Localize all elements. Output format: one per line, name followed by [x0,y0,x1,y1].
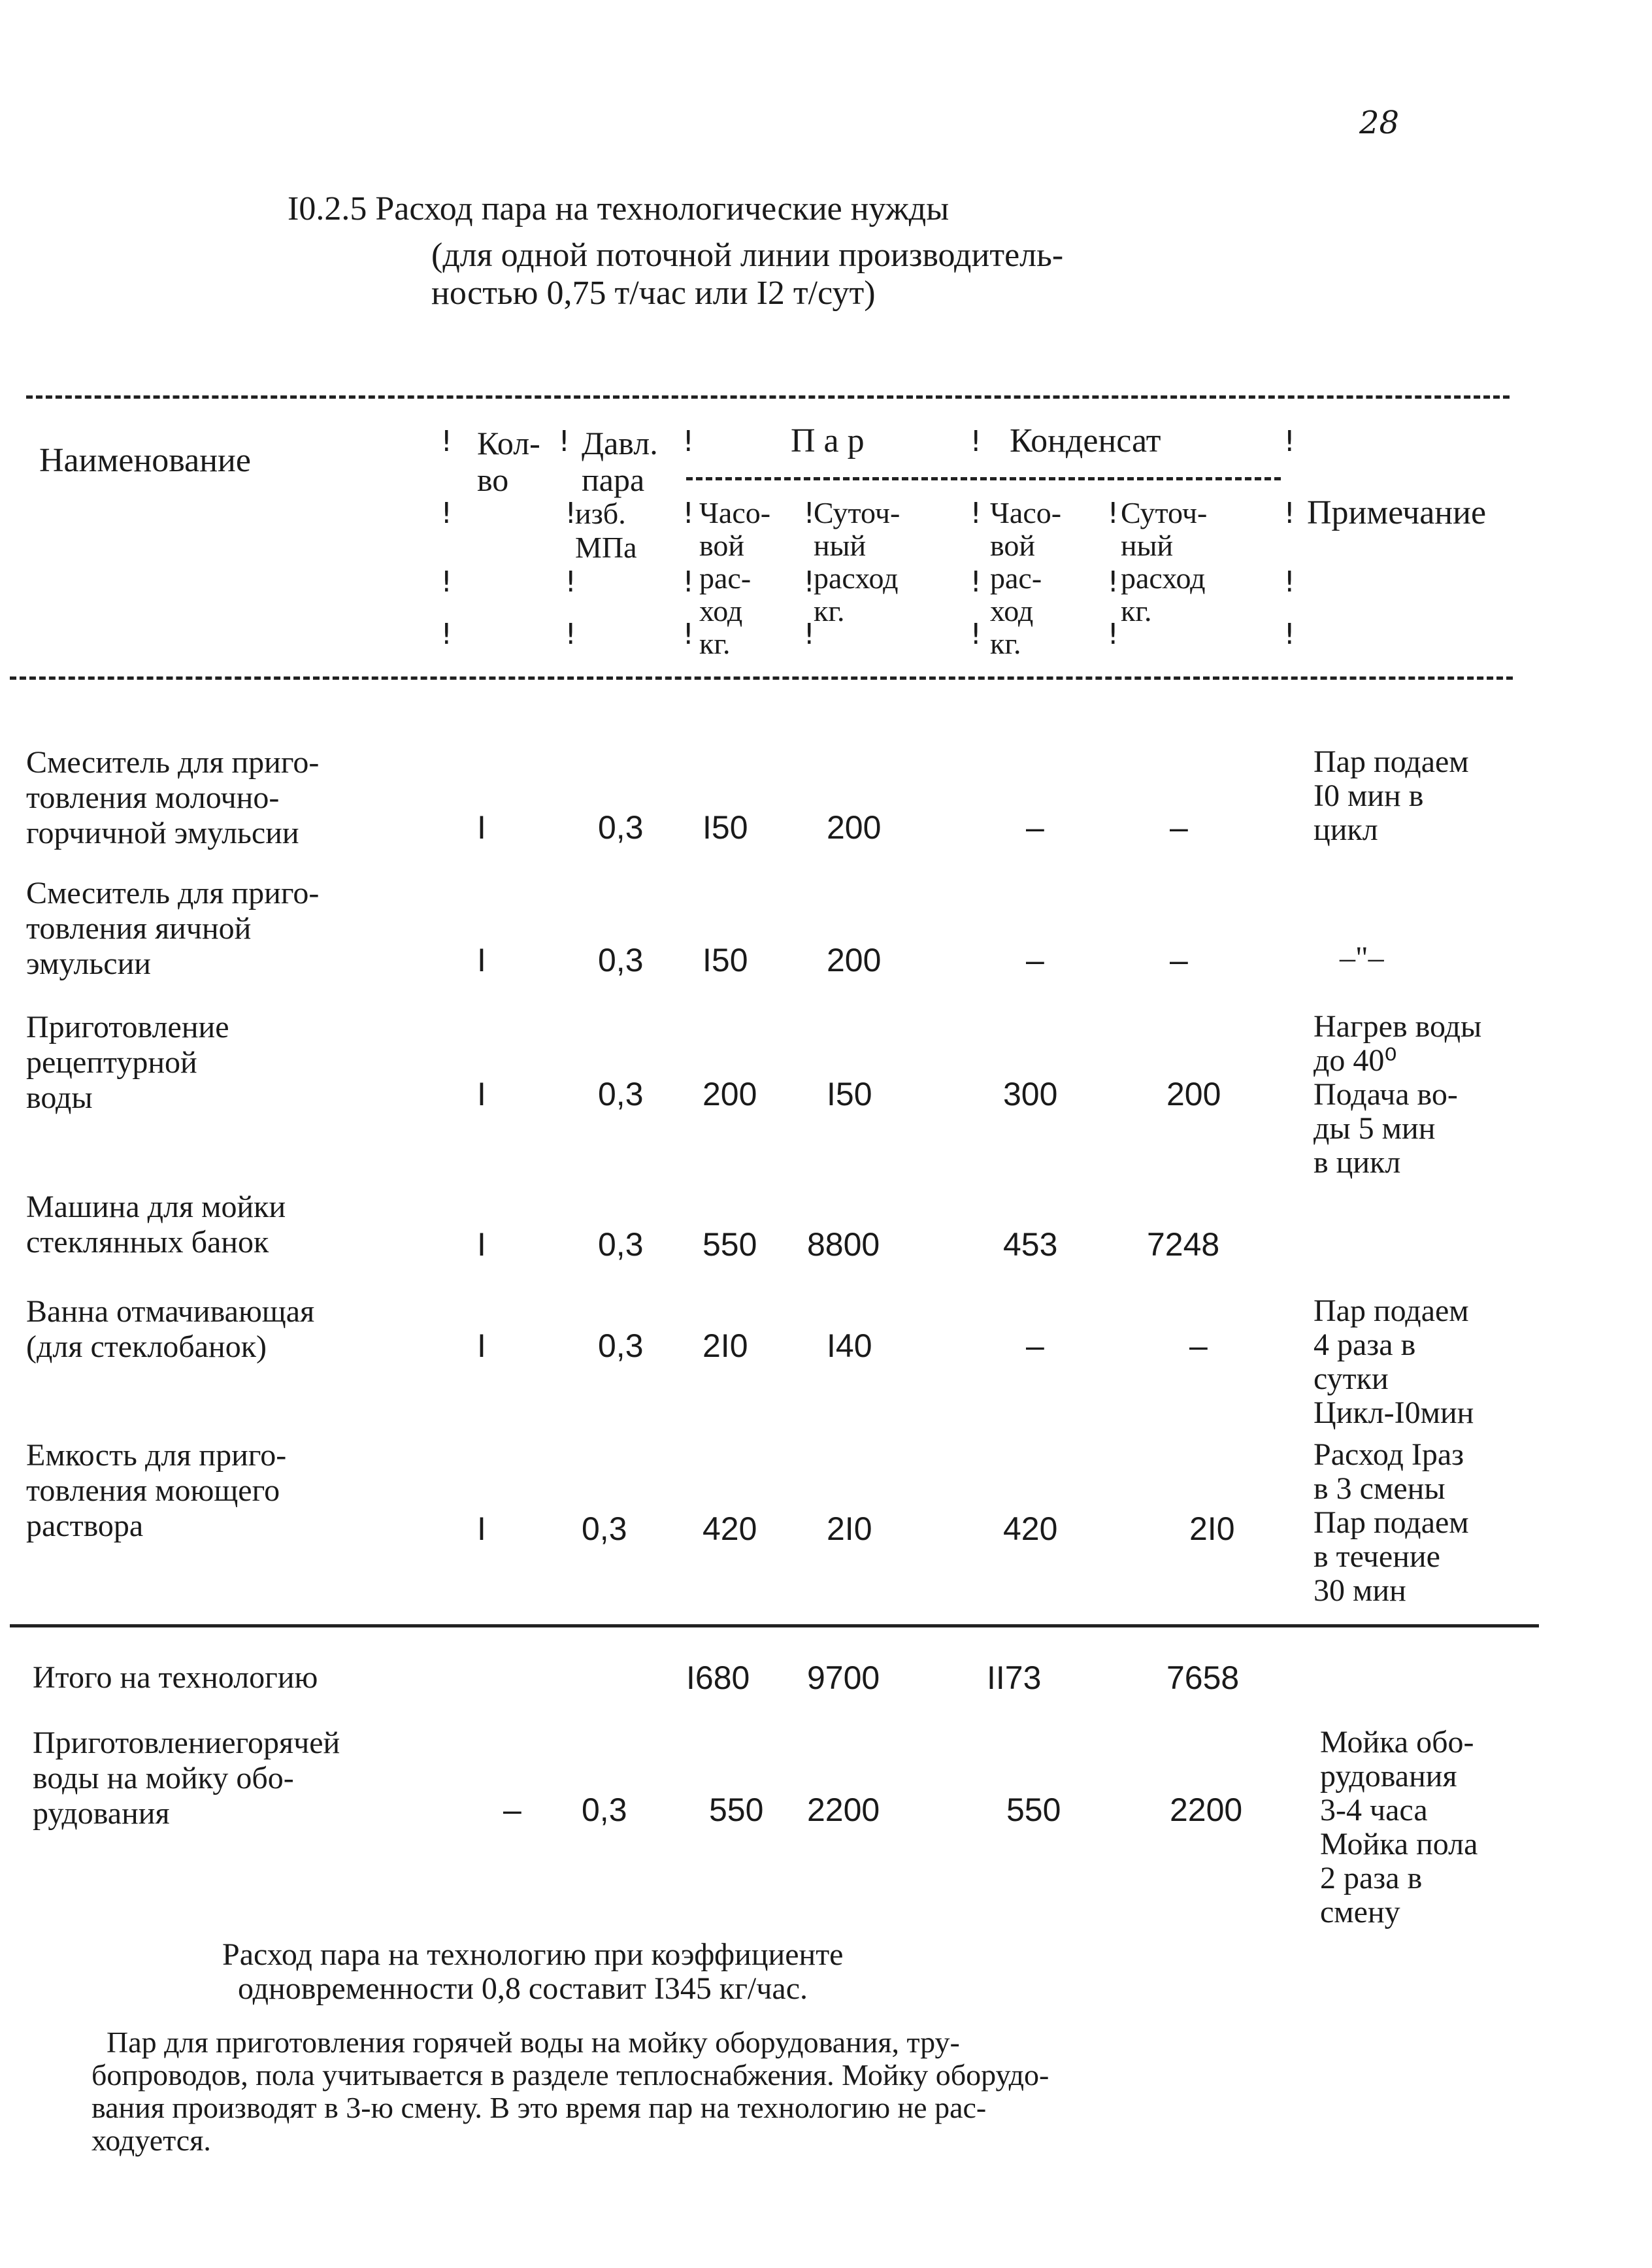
total-divider [10,1624,1539,1627]
row-note: –"– [1340,941,1384,975]
header-separator: ! [967,618,985,651]
row-cond-daily: – [1170,809,1188,846]
header-separator: ! [801,618,818,651]
col-header-steam-hourly: Часо- вой рас- ход кг. [699,496,771,660]
row-qty: I [477,942,486,978]
row-steam-hourly: 2I0 [702,1327,748,1364]
col-header-condensate: Конденсат [1010,422,1161,459]
footnote-coefficient: Расход пара на технологию при коэффициенте одновременности 0,8 составит I345 кг/час. [222,1937,844,2006]
total-steam-hourly: I680 [686,1659,750,1696]
header-separator: ! [680,618,697,651]
row-qty: I [477,1226,486,1263]
row-cond-daily: 7248 [1147,1226,1220,1263]
row-name: Ванна отмачивающая (для стеклобанок) [26,1294,315,1364]
extra-row-qty: – [503,1792,521,1828]
row-cond-hourly: – [1026,942,1044,978]
row-steam-daily: I50 [827,1076,872,1112]
row-note: Пар подаем 4 раза в сутки Цикл-I0мин [1313,1293,1474,1430]
row-name: Машина для мойки стеклянных банок [26,1190,286,1259]
extra-row-name: Приготовлениегорячей воды на мойку обо- рудования [33,1726,340,1831]
section-title: I0.2.5 Расход пара на технологические нужды [288,190,950,227]
footnote-hot-water: Пар для приготовления горячей воды на мойку оборудования, тру- бопроводов, пола учитывается в разделе теплоснабжения. Мойку оборудо- вания производят в 3-ю смену. В это время пар на технологию не рас- ходуется. [91,2026,1049,2157]
page-number: 28 [1359,105,1400,141]
header-separator: ! [680,565,697,599]
header-separator: ! [438,497,455,530]
header-separator: ! [967,565,985,599]
extra-row-cond-hourly: 550 [1006,1792,1061,1828]
extra-row-pressure: 0,3 [582,1792,627,1828]
row-cond-daily: – [1189,1327,1208,1364]
col-header-pressure: Давл. пара [582,425,658,498]
row-pressure: 0,3 [582,1510,627,1547]
row-steam-hourly: 550 [702,1226,757,1263]
header-separator: ! [1281,497,1298,530]
row-steam-daily: I40 [827,1327,872,1364]
header-separator: ! [562,497,580,530]
header-separator: ! [555,425,573,458]
row-qty: I [477,1076,486,1112]
row-steam-hourly: I50 [702,809,748,846]
row-cond-daily: 2I0 [1189,1510,1235,1547]
header-separator: ! [1281,565,1298,599]
header-separator: ! [562,618,580,651]
total-steam-daily: 9700 [807,1659,880,1696]
col-header-cond-hourly: Часо- вой рас- ход кг. [990,496,1062,660]
col-header-qty: Кол- во [477,425,540,498]
row-note: Пар подаем I0 мин в цикл [1313,744,1469,847]
header-separator: ! [562,565,580,599]
row-steam-daily: 200 [827,809,882,846]
extra-row-note: Мойка обо- рудования 3-4 часа Мойка пола 2 раза в смену [1320,1725,1478,1929]
col-header-steam: П а р [791,422,865,459]
row-qty: I [477,1327,486,1364]
row-qty: I [477,809,486,846]
header-separator: ! [680,425,697,458]
row-cond-hourly: 453 [1003,1226,1058,1263]
row-name: Смеситель для приго- товления молочно- горчичной эмульсии [26,745,320,850]
col-header-name: Наименование [39,442,251,479]
row-note: Нагрев воды до 40⁰ Подача во- ды 5 мин в цикл [1313,1009,1482,1180]
header-bottom-border [10,676,1513,680]
row-cond-hourly: – [1026,809,1044,846]
row-steam-daily: 2I0 [827,1510,872,1547]
row-steam-hourly: 420 [702,1510,757,1547]
header-separator: ! [967,425,985,458]
total-label: Итого на технологию [33,1660,318,1695]
header-separator: ! [967,497,985,530]
row-steam-hourly: 200 [702,1076,757,1112]
total-cond-hourly: II73 [987,1659,1042,1696]
header-divider-dashed [686,477,1281,480]
header-separator: ! [801,497,818,530]
col-header-cond-daily: Суточ- ный расход кг. [1121,496,1208,627]
extra-row-steam-daily: 2200 [807,1792,880,1828]
header-separator: ! [801,565,818,599]
row-cond-daily: – [1170,942,1188,978]
extra-row-steam-hourly: 550 [709,1792,764,1828]
col-header-steam-daily: Суточ- ный расход кг. [814,496,900,627]
row-steam-hourly: I50 [702,942,748,978]
row-name: Приготовление рецептурной воды [26,1010,229,1115]
row-name: Емкость для приго- товления моющего раствора [26,1438,287,1543]
row-steam-daily: 8800 [807,1226,880,1263]
header-separator: ! [438,565,455,599]
header-separator: ! [1104,565,1122,599]
extra-row-cond-daily: 2200 [1170,1792,1243,1828]
header-separator: ! [438,618,455,651]
header-separator: ! [438,425,455,458]
header-separator: ! [1281,425,1298,458]
row-note: Расход Iраз в 3 смены Пар подаем в течение 30 мин [1313,1437,1469,1608]
row-pressure: 0,3 [598,809,644,846]
table-top-border [26,395,1510,399]
row-pressure: 0,3 [598,1327,644,1364]
row-cond-hourly: 300 [1003,1076,1058,1112]
row-pressure: 0,3 [598,1226,644,1263]
total-cond-daily: 7658 [1166,1659,1240,1696]
row-cond-hourly: – [1026,1327,1044,1364]
row-pressure: 0,3 [598,942,644,978]
col-header-note: Примечание [1307,494,1487,531]
row-steam-daily: 200 [827,942,882,978]
header-separator: ! [1281,618,1298,651]
header-separator: ! [1104,618,1122,651]
header-separator: ! [680,497,697,530]
row-cond-daily: 200 [1166,1076,1221,1112]
row-cond-hourly: 420 [1003,1510,1058,1547]
row-name: Смеситель для приго- товления яичной эмульсии [26,876,320,981]
row-qty: I [477,1510,486,1547]
header-separator: ! [1104,497,1122,530]
col-header-pressure-sub: изб. МПа [575,497,637,564]
row-pressure: 0,3 [598,1076,644,1112]
section-subtitle: (для одной поточной линии производитель- ностью 0,75 т/час или I2 т/сут) [431,237,1064,312]
